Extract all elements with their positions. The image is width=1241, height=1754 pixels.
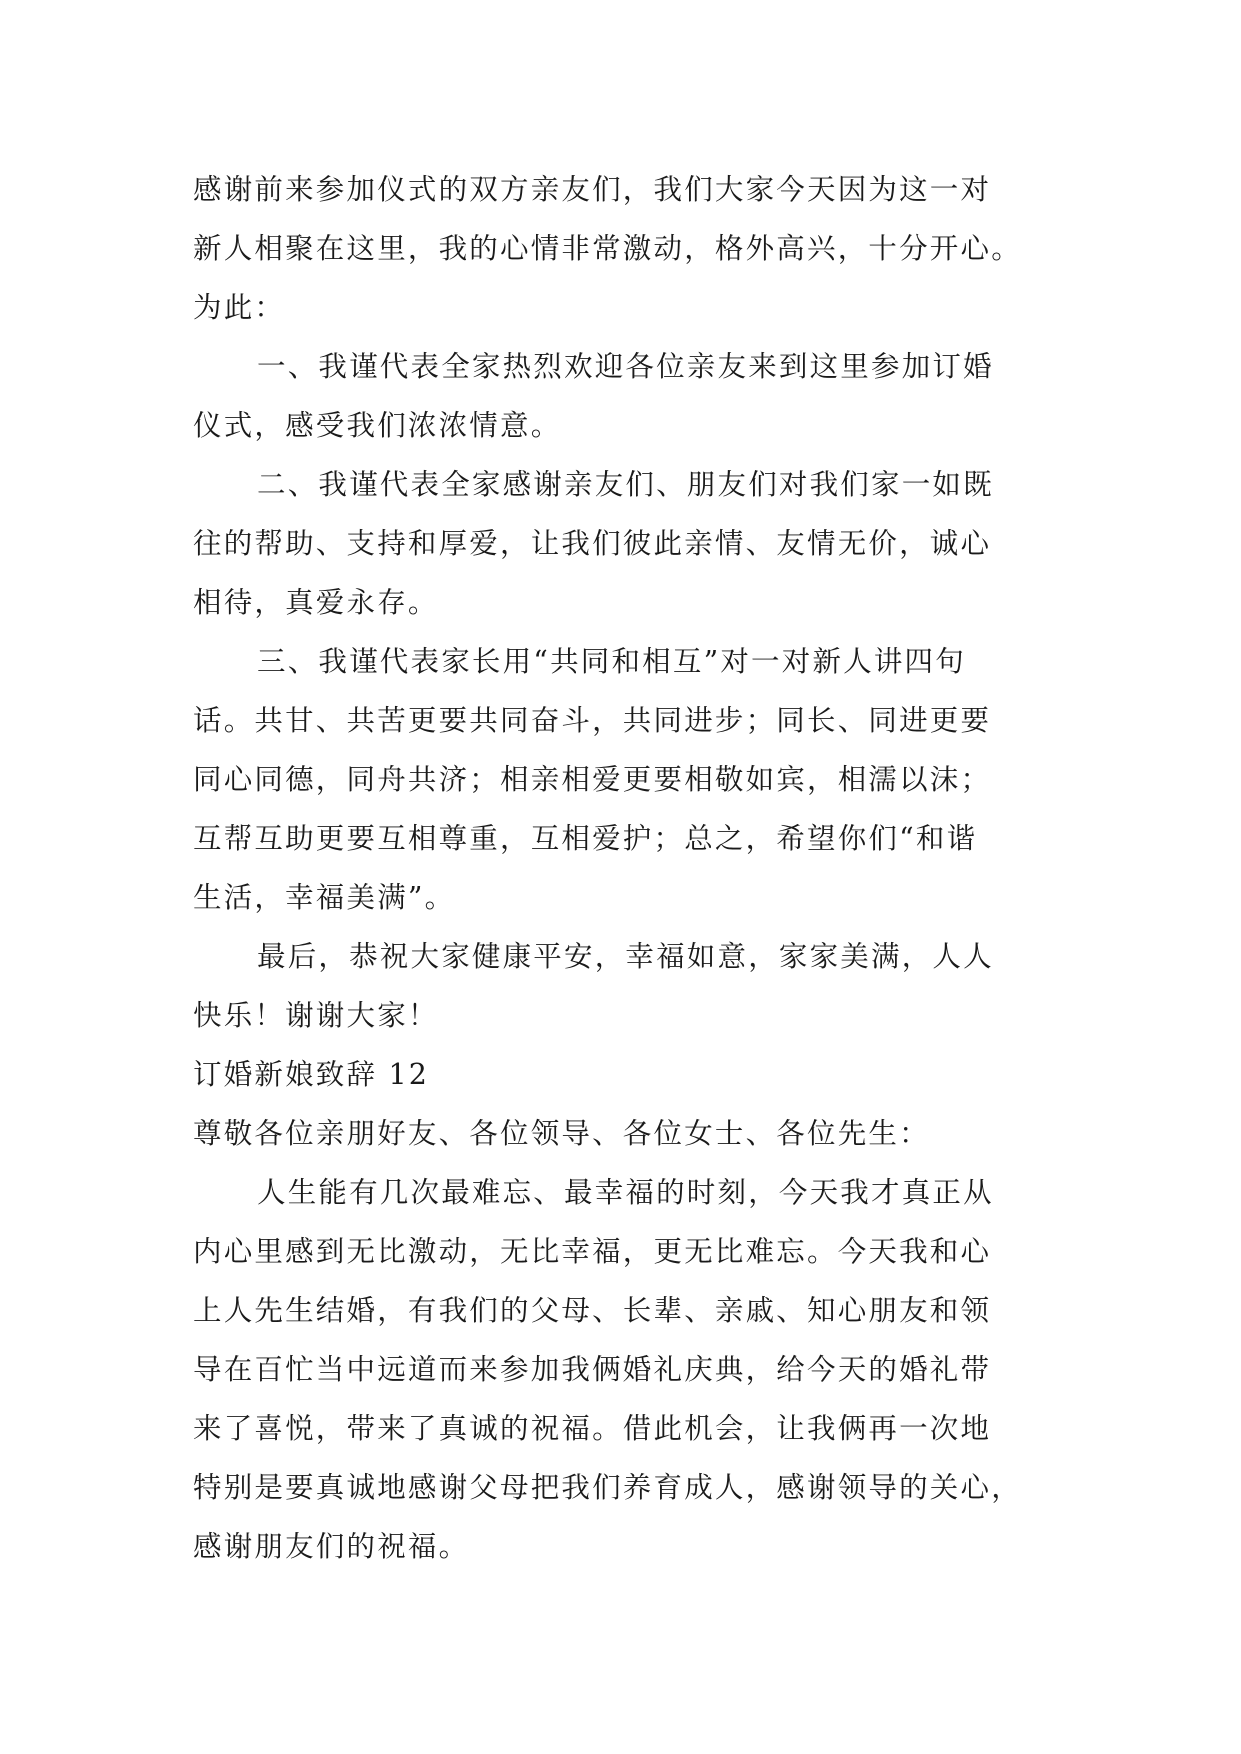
document-body <box>193 160 1051 1576</box>
document-line: 生活，幸福美满”。 <box>193 881 456 914</box>
document-line: 同心同德，同舟共济；相亲相爱更要相敬如宾，相濡以沫； <box>193 763 992 796</box>
document-line: 来了喜悦，带来了真诚的祝福。借此机会，让我俩再一次地 <box>193 1412 992 1445</box>
document-line: 订婚新娘致辞 12 <box>193 1058 430 1091</box>
document-line: 往的帮助、支持和厚爱，让我们彼此亲情、友情无价，诚心 <box>193 527 992 560</box>
document-line: 感谢朋友们的祝福。 <box>193 1530 470 1563</box>
document-line: 人生能有几次最难忘、最幸福的时刻，今天我才真正从 <box>257 1176 994 1209</box>
document-line: 新人相聚在这里，我的心情非常激动，格外高兴，十分开心。 <box>193 232 1022 265</box>
document-line: 快乐！谢谢大家！ <box>193 999 439 1032</box>
document-line: 导在百忙当中远道而来参加我俩婚礼庆典，给今天的婚礼带 <box>193 1353 992 1386</box>
document-line: 内心里感到无比激动，无比幸福，更无比难忘。今天我和心 <box>193 1235 992 1268</box>
document-line: 相待，真爱永存。 <box>193 586 439 619</box>
document-line: 一、我谨代表全家热烈欢迎各位亲友来到这里参加订婚 <box>257 350 994 383</box>
document-line: 最后，恭祝大家健康平安，幸福如意，家家美满，人人 <box>257 940 994 973</box>
document-line: 二、我谨代表全家感谢亲友们、朋友们对我们家一如既 <box>257 468 994 501</box>
document-line: 特别是要真诚地感谢父母把我们养育成人，感谢领导的关心， <box>193 1471 1022 1504</box>
document-line: 上人先生结婚，有我们的父母、长辈、亲戚、知心朋友和领 <box>193 1294 992 1327</box>
document-line: 感谢前来参加仪式的双方亲友们，我们大家今天因为这一对 <box>193 173 992 206</box>
document-line: 尊敬各位亲朋好友、各位领导、各位女士、各位先生： <box>193 1117 930 1150</box>
document-line: 为此： <box>193 291 286 324</box>
document-line: 互帮互助更要互相尊重，互相爱护；总之，希望你们“和谐 <box>193 822 978 855</box>
document-line: 话。共甘、共苦更要共同奋斗，共同进步；同长、同进更要 <box>193 704 992 737</box>
document-line: 三、我谨代表家长用“共同和相互”对一对新人讲四句 <box>257 645 966 678</box>
document-line: 仪式，感受我们浓浓情意。 <box>193 409 562 442</box>
